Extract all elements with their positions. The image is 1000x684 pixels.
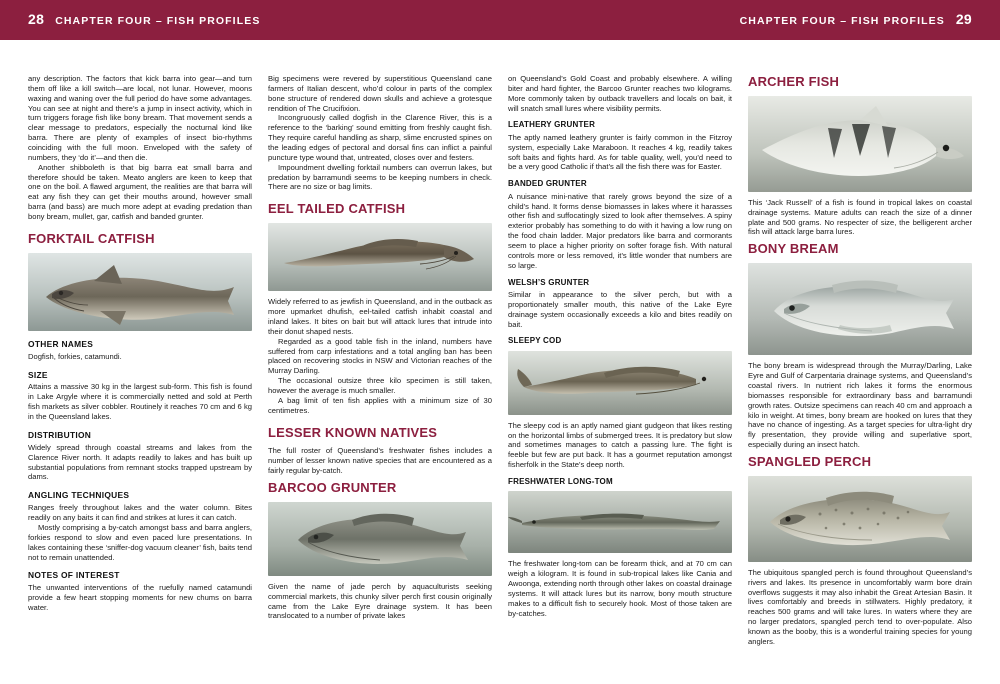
species-heading-eel-tailed-catfish: EEL TAILED CATFISH: [268, 201, 406, 217]
paragraph: Big specimens were revered by superstitious Queensland cane farmers of Italian descent, who’d colour in parts of the complex bone structure of rendered down skulls and achieve a grotesque rendition of The Crucifixion.: [268, 74, 492, 113]
paragraph: A nuisance mini-native that rarely grows beyond the size of a child’s hand. It forms dense biomasses in lakes where it harasses other fish and suffocatingly sized to look after themselves. A spiny exterior probably has something to do with it having a low rung on the food chain ladder. Major predators like barra and cormorants seem to place a higher priority on softer forage fish. With natural controls more or less removed, it’s little wonder that numbers are so large.: [508, 191, 732, 270]
paragraph: Given the name of jade perch by aquaculturists seeking commercial markets, this chunky silver perch first cousin originally came from the Lake Eyre drainage system. It has been translocated to a number of private lakes: [268, 581, 492, 621]
paragraph: Widely spread through coastal streams and lakes from the Clarence River north. It adapts readily to lakes and has built up substantial populations from remnant stocks trapped upstream by dams.: [28, 442, 252, 482]
paragraph: Dogfish, forkies, catamundi.: [28, 351, 122, 361]
paragraph: Mostly comprising a by-catch amongst bass and barra anglers, forkies respond to slow and even paced lure presentations. In lakes containing these ‘sniffer-dog vacuum cleaner’ fish, baits tend not to remain unattended.: [28, 522, 252, 562]
subheading-notes-of-interest: NOTES OF INTEREST: [28, 570, 120, 581]
archer-fish-figure: [748, 96, 972, 192]
paragraph: The occasional outsize three kilo specimen is still taken, however the average is much smaller.: [268, 376, 492, 395]
text-column-grid: [28, 74, 972, 670]
subheading-distribution: DISTRIBUTION: [28, 429, 92, 440]
header-left-group: [28, 11, 260, 27]
paragraph: Another shibboleth is that big barra eat small barra and therefore should be taken. Meato anglers are keen to keep that one on the boil. A flawed argument, the realities are that barra will eat any fish they can get their mouths around, however small barra (and bass) are much more adept at evading predation than bony bream, mullet, gar, catfish and banded grunter.: [28, 162, 252, 222]
paragraph: The full roster of Queensland’s freshwater fishes includes a number of lesser known native species that are encountered as a fairly regular by-catch.: [268, 446, 492, 476]
paragraph: Similar in appearance to the silver perch, but with a proportionately smaller mouth, this native of the Lake Eyre drainage system occasionally exceeds a kilo and bites readily on bait.: [508, 289, 732, 329]
paragraph: any description. The factors that kick barra into gear—and turn them off like a kill switch—are local, not lunar. However, moons waxing and waning over the full period do have some advantages. You can see at night and there’s a jump in insect activity, which in turn triggers forage fish like bony bream. That movement sends a clear message to predators, especially the nocturnal kind like barra. There are plenty of examples of insect bio-rhythms coinciding with the full moon. Enveloped with the safety of numbers, they ‘do it’—and then die.: [28, 74, 252, 162]
folio-right: 29: [955, 11, 972, 27]
running-head-right: CHAPTER FOUR – FISH PROFILES: [739, 15, 945, 27]
paragraph: A bag limit of ten fish applies with a minimum size of 30 centimetres.: [268, 395, 492, 415]
paragraph: The aptly named leathery grunter is fairly common in the Fitzroy system, especially Lake Maraboon. It reaches 4 kg, readily takes soft baits and fights hard. As for table quality, well, you’d need to be a very good Catholic if that’s all the fish there was for Easter.: [508, 132, 732, 172]
header-right-group: [740, 11, 972, 27]
column-1: [28, 74, 252, 670]
freshwater-long-tom-figure: [508, 491, 732, 553]
paragraph: This ‘Jack Russell’ of a fish is found in tropical lakes on coastal drainage systems. Mature adults can reach the size of a dinner plate and 500 grams. No respecter of size, the belligerent archer fish will attack large barra lures.: [748, 197, 972, 237]
subheading-freshwater-long-tom: FRESHWATER LONG-TOM: [508, 477, 613, 487]
species-heading-lesser-known-natives: LESSER KNOWN NATIVES: [268, 424, 438, 440]
paragraph: Ranges freely throughout lakes and the water column. Bites readily on any baits it can find and strikes at lures it can catch.: [28, 503, 252, 523]
folio-left: 28: [28, 11, 45, 27]
species-heading-barcoo-grunter: BARCOO GRUNTER: [268, 479, 397, 495]
paragraph: The bony bream is widespread through the Murray/Darling, Lake Eyre and Gulf of Carpentaria drainage systems, and Queensland’s coastal rivers. In nutrient rich lakes it forms the enormous biomasses responsible for extraordinary bass and barramundi growth rates. Outsize specimens can reach 40 cm and approach a kilo in weight. At times, bony bream are hooked on lures that they have no chance of ingesting. As a target species for ultra-light dry fly presentation, they provide willing and superlative sport, especially during an insect hatch.: [748, 361, 972, 450]
bony-bream-figure: [748, 263, 972, 355]
paragraph: Incongruously called dogfish in the Clarence River, this is a reference to the ‘barking’ sound emitting from freshly caught fish. They require careful handling as sharp, slime encrusted spines on the leading edges of pectoral and dorsal fins can inflict a painful puncture type wound that, untreated, closes over and festers.: [268, 113, 492, 162]
eel-tailed-catfish-figure: [268, 223, 492, 291]
column-3: [508, 74, 732, 670]
paragraph: Widely referred to as jewfish in Queensland, and in the outback as more upmarket dhufish, eel-tailed catfish inhabit coastal and inland lakes. It bites on bait but will attack lures that intrude into their donut shaped nests.: [268, 297, 492, 336]
barcoo-grunter-figure: [268, 502, 492, 576]
paragraph: Regarded as a good table fish in the inland, numbers have suffered from carp infestations and a total angling ban has been placed on recovering stocks in NSW and Victorian reaches of the Murray Darling.: [268, 336, 492, 376]
sleepy-cod-figure: [508, 351, 732, 415]
subheading-welshs-grunter: WELSH’S GRUNTER: [508, 277, 590, 287]
paragraph: Impoundment dwelling forktail numbers can overrun lakes, but predation by barramundi seems to be keeping numbers in check. There are no size or bag limits.: [268, 162, 492, 192]
paragraph: The sleepy cod is an aptly named giant gudgeon that likes resting on the horizontal limbs of submerged trees. It is predatory but slow and sometimes manages to catch a passing lure. The fight is feeble but few are put back. It has a gourmet reputation amongst fisherfolk in the State’s deep north.: [508, 420, 732, 470]
subheading-size: SIZE: [28, 369, 48, 380]
paragraph: The freshwater long-tom can be forearm thick, and at 70 cm can weigh a kilogram. It is found in sub-tropical lakes like Cania and Awoonga, extending north through other lakes on coastal drainage systems. It will attack lures but its narrow, bony mouth structure makes to a difficult fish to securely hook. Most of those taken are by-catches.: [508, 559, 732, 618]
subheading-leathery-grunter: LEATHERY GRUNTER: [508, 120, 596, 130]
running-head-left: CHAPTER FOUR – FISH PROFILES: [55, 15, 261, 27]
species-heading-archer-fish: ARCHER FISH: [748, 74, 840, 89]
subheading-banded-grunter: BANDED GRUNTER: [508, 179, 587, 189]
column-4: [748, 74, 972, 670]
species-heading-bony-bream: BONY BREAM: [748, 241, 839, 257]
subheading-sleepy-cod: SLEEPY COD: [508, 336, 562, 346]
paragraph: Attains a massive 30 kg in the largest sub-form. This fish is found in Lake Argyle where it is commercially netted and sold at Perth fish markets as silver cobbler. Routinely it reaches 70 cm and 6 kg in the Queensland lakes.: [28, 382, 252, 422]
subheading-other-names: OTHER NAMES: [28, 338, 94, 349]
paragraph: on Queensland’s Gold Coast and probably elsewhere. A willing biter and hard fighter, the Barcoo Grunter reaches two kilograms. More commonly taken by outback travellers and locals on bait, it will snatch small lures where visibility permits.: [508, 74, 732, 113]
paragraph: The unwanted interventions of the ruefully named catamundi provide a few heart stopping moments for new chums on barra water.: [28, 583, 252, 612]
spangled-perch-figure: [748, 476, 972, 562]
page-header-band: [0, 0, 1000, 40]
forktail-catfish-figure: [28, 253, 252, 331]
paragraph: The ubiquitous spangled perch is found throughout Queensland’s rivers and lakes. Its presence in uncomfortably warm bore drain overflows suggests it may also inhabit the Great Artesian Basin. It lives comfortably and breeds in stillwaters. Highly predatory, it reaches 500 grams and will take lures. In waters where they are no larger predators, spangled perch tend to over-populate. Also known as the booby, this is a wonderful training species for young anglers.: [748, 567, 972, 646]
subheading-angling-techniques: ANGLING TECHNIQUES: [28, 490, 130, 501]
column-2: [268, 74, 492, 670]
species-heading-spangled-perch: SPANGLED PERCH: [748, 453, 872, 469]
species-heading-forktail-catfish: FORKTAIL CATFISH: [28, 230, 155, 246]
